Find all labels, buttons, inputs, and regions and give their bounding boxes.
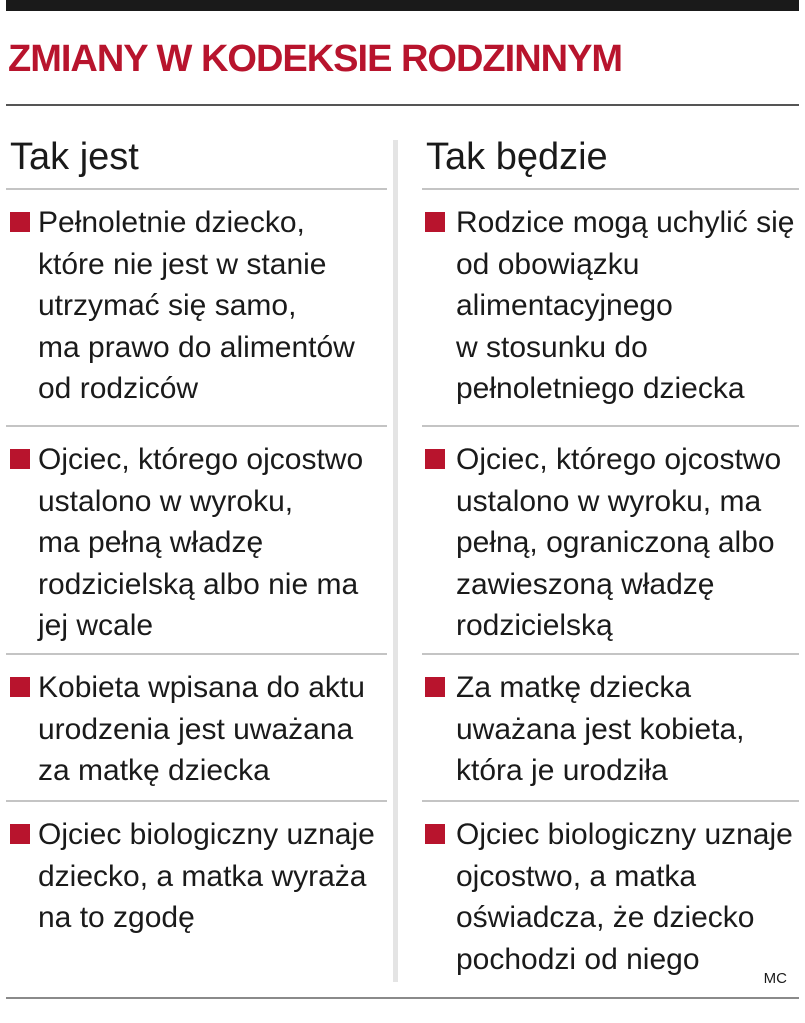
list-item — [422, 427, 799, 655]
square-bullet-icon — [425, 449, 445, 469]
list-item — [6, 190, 387, 427]
list-item — [422, 655, 799, 802]
item-text: Rodzice mogą uchylić się od obowiązku alimentacyjnego w stosunku do pełnoletniego dziecka — [456, 206, 795, 405]
list-item — [422, 802, 799, 982]
top-rule — [6, 0, 799, 11]
source-credit: MC — [763, 970, 787, 987]
item-text: Za matkę dziecka uważana jest kobieta, która je urodziła — [456, 671, 745, 787]
item-text: Ojciec, którego ojcostwo ustalono w wyroku, ma pełną władzę rodzicielską albo nie ma jej wcale — [38, 443, 364, 642]
list-item — [6, 655, 387, 802]
column-header-future: Tak będzie — [422, 126, 799, 190]
square-bullet-icon — [425, 212, 445, 232]
column-header-current: Tak jest — [6, 126, 387, 190]
title-divider — [6, 104, 799, 106]
square-bullet-icon — [10, 212, 30, 232]
item-text: Ojciec biologiczny uznaje ojcostwo, a matka oświadcza, że dziecko pochodzi od niego — [456, 818, 793, 976]
square-bullet-icon — [10, 677, 30, 697]
infographic-title: ZMIANY W KODEKSIE RODZINNYM — [8, 38, 623, 80]
square-bullet-icon — [425, 677, 445, 697]
square-bullet-icon — [10, 824, 30, 844]
list-item — [6, 802, 387, 982]
item-text: Pełnoletnie dziecko, które nie jest w stanie utrzymać się samo, ma prawo do alimentów od rodziców — [38, 206, 355, 405]
column-separator — [393, 140, 398, 982]
item-text: Kobieta wpisana do aktu urodzenia jest uważana za matkę dziecka — [38, 671, 365, 787]
column-future-law — [422, 126, 799, 982]
item-text: Ojciec, którego ojcostwo ustalono w wyroku, ma pełną, ograniczoną albo zawieszoną władzę rodzicielską — [456, 443, 782, 642]
list-item — [6, 427, 387, 655]
column-current-law — [6, 126, 387, 982]
bottom-rule — [6, 997, 799, 999]
square-bullet-icon — [10, 449, 30, 469]
item-text: Ojciec biologiczny uznaje dziecko, a matka wyraża na to zgodę — [38, 818, 375, 934]
square-bullet-icon — [425, 824, 445, 844]
list-item — [422, 190, 799, 427]
